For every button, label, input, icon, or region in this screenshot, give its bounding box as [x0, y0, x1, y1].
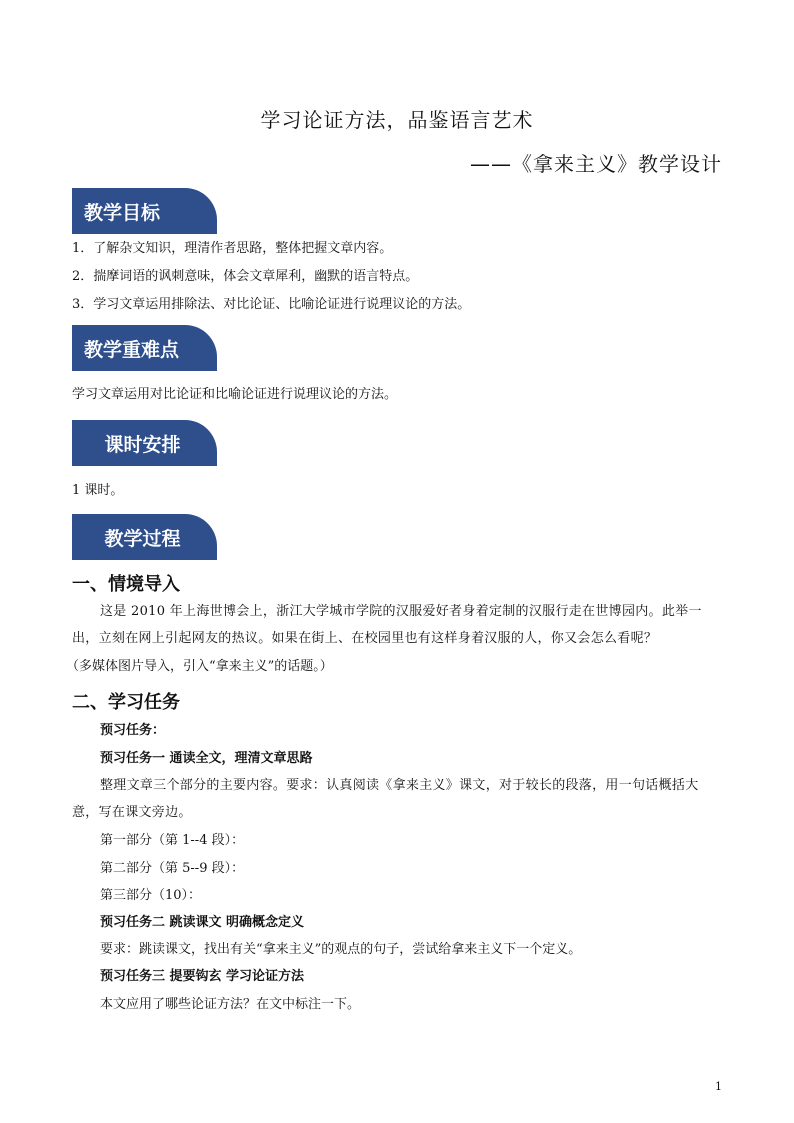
part1-line: 第一部分（第 1--4 段）： — [100, 833, 245, 848]
task2-title: 预习任务二 跳读课文 明确概念定义 — [100, 915, 305, 930]
task3-text: 本文应用了哪些论证方法？在文中标注一下。 — [100, 997, 361, 1012]
schedule-text: 1 课时。 — [72, 483, 124, 498]
goal-item-2: 2．揣摩词语的讽刺意味，体会文章犀利，幽默的语言特点。 — [72, 269, 419, 284]
part2-line: 第二部分（第 5--9 段）： — [100, 861, 245, 876]
heading-situation-intro: 一、情境导入 — [72, 574, 180, 595]
task1-title: 预习任务一 通读全文，理清文章思路 — [100, 751, 313, 766]
task1-text: 整理文章三个部分的主要内容。要求：认真阅读《拿来主义》课文，对于较长的段落，用一句话概括大意，写在课文旁边。 — [72, 778, 699, 820]
banner-teaching-goals: 教学目标 — [72, 188, 217, 234]
key-points-text: 学习文章运用对比论证和比喻论证进行说理议论的方法。 — [72, 387, 398, 402]
banner-key-points: 教学重难点 — [72, 325, 217, 371]
page-subtitle: ——《拿来主义》教学设计 — [470, 152, 722, 176]
page-number: 1 — [715, 1080, 722, 1093]
banner-schedule: 课时安排 — [72, 420, 217, 466]
task3-title: 预习任务三 提要钩玄 学习论证方法 — [100, 969, 305, 984]
intro-note: （多媒体图片导入，引入“拿来主义”的话题。） — [66, 659, 333, 674]
banner-teaching-process: 教学过程 — [72, 514, 217, 560]
page-title: 学习论证方法，品鉴语言艺术 — [260, 108, 534, 132]
goal-item-1: 1．了解杂文知识，理清作者思路，整体把握文章内容。 — [72, 241, 393, 256]
part3-line: 第三部分（10）： — [100, 888, 202, 903]
heading-learning-tasks: 二、学习任务 — [72, 692, 180, 713]
task2-text: 要求：跳读课文，找出有关“拿来主义”的观点的句子，尝试给拿来主义下一个定义。 — [100, 942, 582, 957]
goal-item-3: 3．学习文章运用排除法、对比论证、比喻论证进行说理议论的方法。 — [72, 297, 471, 312]
intro-paragraph: 这是 2010 年上海世博会上，浙江大学城市学院的汉服爱好者身着定制的汉服行走在世博园内。此举一出，立刻在网上引起网友的热议。如果在街上、在校园里也有这样身着汉服的人，你又会怎么看呢？ — [72, 604, 702, 646]
preview-tasks-label: 预习任务： — [100, 723, 166, 738]
